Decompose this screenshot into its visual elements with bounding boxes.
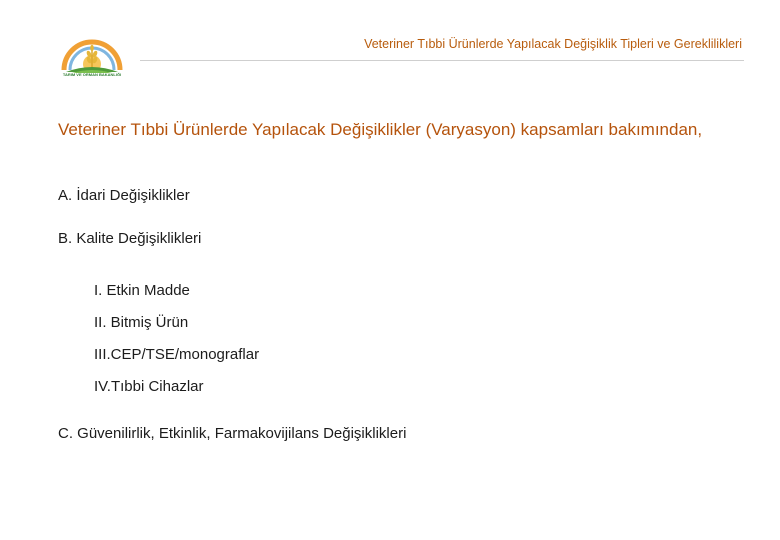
sub-item-active-substance: I. Etkin Madde <box>94 282 190 299</box>
sub-item-medical-devices: IV.Tıbbi Cihazlar <box>94 378 204 395</box>
logo-caption: TARIM VE ORMAN BAKANLIĞI <box>62 72 122 77</box>
slide-heading: Veteriner Tıbbi Ürünlerde Yapılacak Değişiklikler (Varyasyon) kapsamları bakımından, <box>58 120 703 139</box>
sub-item-cep-tse-monographs: III.CEP/TSE/monograflar <box>94 346 260 363</box>
header-title: Veteriner Tıbbi Ürünlerde Yapılacak Değişiklik Tipleri ve Gereklilikleri <box>364 37 742 51</box>
list-item-administrative: A. İdari Değişiklikler <box>58 187 190 204</box>
ministry-logo <box>56 26 128 92</box>
list-item-safety-efficacy: C. Güvenilirlik, Etkinlik, Farmakovijilans Değişiklikleri <box>58 425 407 442</box>
sub-item-finished-product: II. Bitmiş Ürün <box>94 314 189 331</box>
header-divider <box>140 60 744 61</box>
list-item-quality: B. Kalite Değişiklikleri <box>58 230 202 247</box>
ministry-logo-icon <box>56 26 128 74</box>
